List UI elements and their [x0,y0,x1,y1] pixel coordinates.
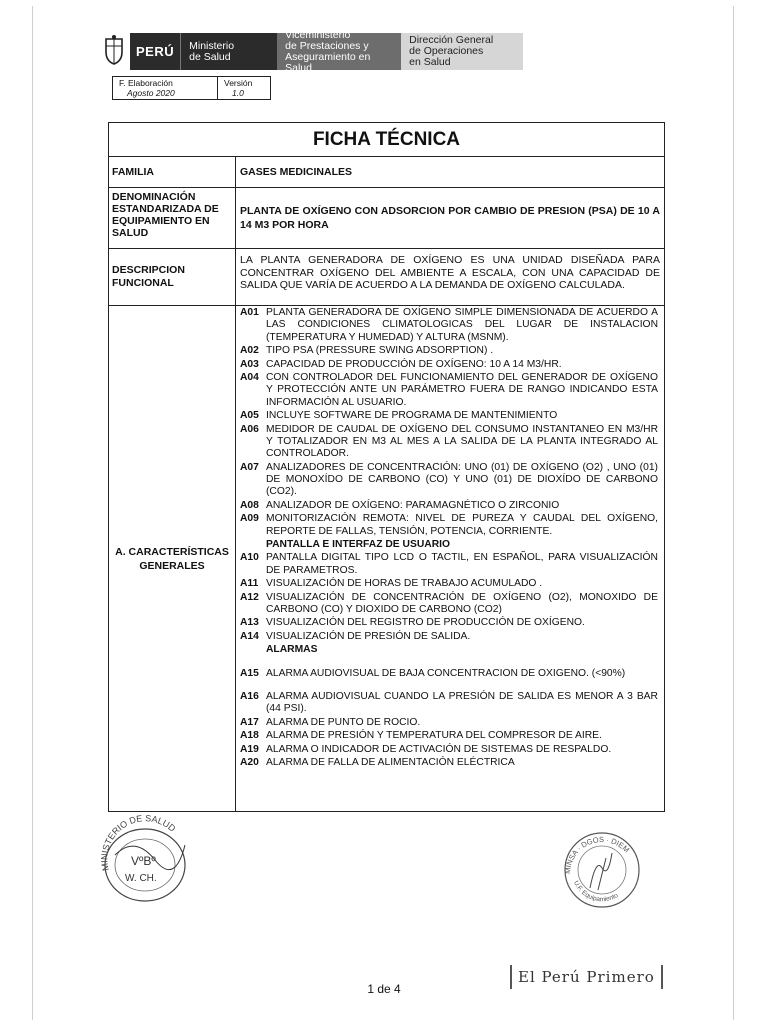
spec-item [240,424,658,461]
svg-text:MINSA · DGOS · DIEM [563,835,631,874]
version-table [112,76,271,100]
spec-item [240,359,658,371]
sheet-title: FICHA TÉCNICA [109,123,664,157]
dgos-seal-stamp [560,828,644,917]
spec-text: PLANTA GENERADORA DE OXÍGENO SIMPLE DIMENSIONADA DE ACUERDO A LAS CONDICIONES CLIMATOLOGICAS DEL LUGAR DE INSTALACION (TEMPERATURA Y HUMEDAD) Y ALTURA (MSNM). [266,307,658,343]
spec-item [240,631,658,643]
spec-code: A01 [240,307,259,318]
spec-item [240,744,658,756]
spec-code: A16 [240,691,259,703]
brand-logo: El Perú Primero [510,965,663,989]
spec-text: ALARMA AUDIOVISUAL DE BAJA CONCENTRACION DE OXIGENO. (<90%) [266,667,626,679]
spec-item [240,578,658,590]
spec-item [240,717,658,729]
spec-text: CON CONTROLADOR DEL FUNCIONAMIENTO DEL GENERADOR DE OXÍGENO Y PROTECCIÓN ANTE UN PARÁMETRO FUERA DE RANGO INDICANDO ESTA INFORMACIÓN AL USUARIO. [266,372,658,408]
spec-code: A09 [240,513,259,525]
spec-code: A10 [240,552,259,564]
spec-code: A03 [240,358,259,370]
list-spacer [240,658,658,668]
direction-label: Dirección General de Operaciones en Salud [401,33,523,70]
list-spacer [240,681,658,691]
denomination-value: PLANTA DE OXÍGENO CON ADSORCION POR CAMBIO DE PRESION (PSA) DE 10 A 14 M3 POR HORA [240,205,660,231]
spec-item [240,513,658,538]
spec-item [240,307,658,344]
spec-code: A12 [240,591,259,603]
spec-item [240,691,658,716]
spec-text: ANALIZADOR DE OXÍGENO: PARAMAGNÉTICO O ZIRCONIO [266,499,560,511]
section-heading: ALARMAS [266,644,318,656]
denomination-row [109,188,664,249]
technical-sheet [108,122,665,812]
left-stamp-sub: W. CH. [125,873,157,884]
family-value: GASES MEDICINALES [240,166,353,178]
ministry-label: Ministerio de Salud [180,33,277,70]
characteristics-list [236,306,664,811]
spec-code: A13 [240,617,259,629]
spec-code: A02 [240,345,259,357]
spec-text: PANTALLA DIGITAL TIPO LCD O TACTIL, EN ESPAÑOL, PARA VISUALIZACIÓN DE PARAMETROS. [266,552,658,576]
elaboration-value: Agosto 2020 [127,88,175,98]
left-stamp-ring-text: MINISTERIO DE SALUD [99,815,178,872]
version-cell [218,77,271,100]
description-label: DESCRIPCION FUNCIONAL [109,249,236,305]
spec-item [240,668,658,680]
spec-item [240,345,658,357]
denomination-label: DENOMINACIÓN ESTANDARIZADA DE EQUIPAMIENTO EN SALUD [109,188,236,248]
vice-ministry-label: Viceministerio de Prestaciones y Aseguramiento en Salud [277,33,401,70]
spec-code: A07 [240,461,259,473]
spec-item [240,757,658,769]
spec-text: ALARMA O INDICADOR DE ACTIVACIÓN DE SISTEMAS DE RESPALDO. [266,743,612,755]
spec-item [240,372,658,409]
spec-text: CAPACIDAD DE PRODUCCIÓN DE OXÍGENO: 10 A 14 M3/HR. [266,358,562,370]
spec-code: A15 [240,667,259,679]
elaboration-cell [113,77,218,100]
characteristics-row [109,306,664,811]
spec-code: A18 [240,730,259,742]
spec-text: ALARMA DE PRESIÓN Y TEMPERATURA DEL COMPRESOR DE AIRE. [266,730,602,742]
version-value: 1.0 [232,88,244,98]
spec-text: ALARMA DE PUNTO DE ROCIO. [266,716,421,728]
right-stamp-bottom-text: U.F. Equipamiento [572,879,620,904]
institution-header [102,28,523,74]
spec-text: MEDIDOR DE CAUDAL DE OXÍGENO DEL CONSUMO INSTANTANEO EN M3/HR Y TOTALIZADOR EN M3 AL MES A LA SALIDA DE LA PLANTA INTEGRADO AL CONTROLADOR. [266,423,658,460]
spec-text: VISUALIZACIÓN DEL REGISTRO DE PRODUCCIÓN DE OXÍGENO. [266,617,585,629]
description-value: LA PLANTA GENERADORA DE OXÍGENO ES UNA UNIDAD DISEÑADA PARA CONCENTRAR OXÍGENO DEL AMBIENTE A ESCALA, CON UNA CAPACIDAD DE SALIDA QUE VARÍA DE ACUERDO A LA DEMANDA DE OXÍGENO CALCULADA. [240,254,660,291]
spec-item [240,730,658,742]
spec-item [240,462,658,499]
spec-text: ALARMA AUDIOVISUAL CUANDO LA PRESIÓN DE SALIDA ES MENOR A 3 BAR (44 PSI). [266,691,658,715]
spec-code: A14 [240,630,259,642]
spec-text: TIPO PSA (PRESSURE SWING ADSORPTION) . [266,345,494,357]
spec-code: A11 [240,578,259,590]
ministry-seal-stamp [95,815,195,910]
spec-code: A20 [240,757,259,769]
spec-item [240,552,658,577]
spec-code: A19 [240,743,259,755]
spec-code: A05 [240,410,259,422]
spec-item [240,500,658,512]
spec-text: ALARMA DE FALLA DE ALIMENTACIÓN ELÉCTRICA [266,757,515,769]
spec-code: A17 [240,716,259,728]
spec-text: VISUALIZACIÓN DE PRESIÓN DE SALIDA. [266,630,471,642]
country-label: PERÚ [130,33,180,70]
elaboration-label: F. Elaboración [119,78,173,88]
spec-code: A04 [240,372,259,384]
spec-text: MONITORIZACIÓN REMOTA: NIVEL DE PUREZA Y CAUDAL DEL OXÍGENO, REPORTE DE FALLAS, TENSIÓN, POTENCIA, CORRIENTE. [266,513,658,537]
spec-text: INCLUYE SOFTWARE DE PROGRAMA DE MANTENIMIENTO [266,410,558,422]
section-heading: PANTALLA E INTERFAZ DE USUARIO [266,539,451,551]
spec-item [240,410,658,422]
family-label: FAMILIA [109,157,236,187]
spec-text: ANALIZADORES DE CONCENTRACIÓN: UNO (01) DE OXÍGENO (O2) , UNO (01) DE MONOXÍDO DE CARBONO (CO) Y UNO (01) DE DIOXÍDO DE CARBONO (CO2). [266,461,658,498]
spec-text: VISUALIZACIÓN DE HORAS DE TRABAJO ACUMULADO . [266,578,543,590]
coat-of-arms-icon [102,33,126,67]
spec-code: A08 [240,499,259,511]
left-stamp-center: VºBº [131,854,156,868]
description-row [109,249,664,306]
characteristics-label: A. CARACTERÍSTICAS GENERALES [109,306,236,811]
page-number: 1 de 4 [367,982,401,996]
version-label: Versión [224,78,253,88]
spec-code: A06 [240,423,259,435]
family-row [109,157,664,188]
spec-item [240,617,658,629]
right-stamp-ring-text: MINSA · DGOS · DIEM [562,834,632,875]
spec-text: VISUALIZACIÓN DE CONCENTRACIÓN DE OXÍGENO (O2), MONOXIDO DE CARBONO (CO) Y DIOXIDO DE CARBONO (CO2) [266,591,658,615]
spec-item [240,592,658,617]
